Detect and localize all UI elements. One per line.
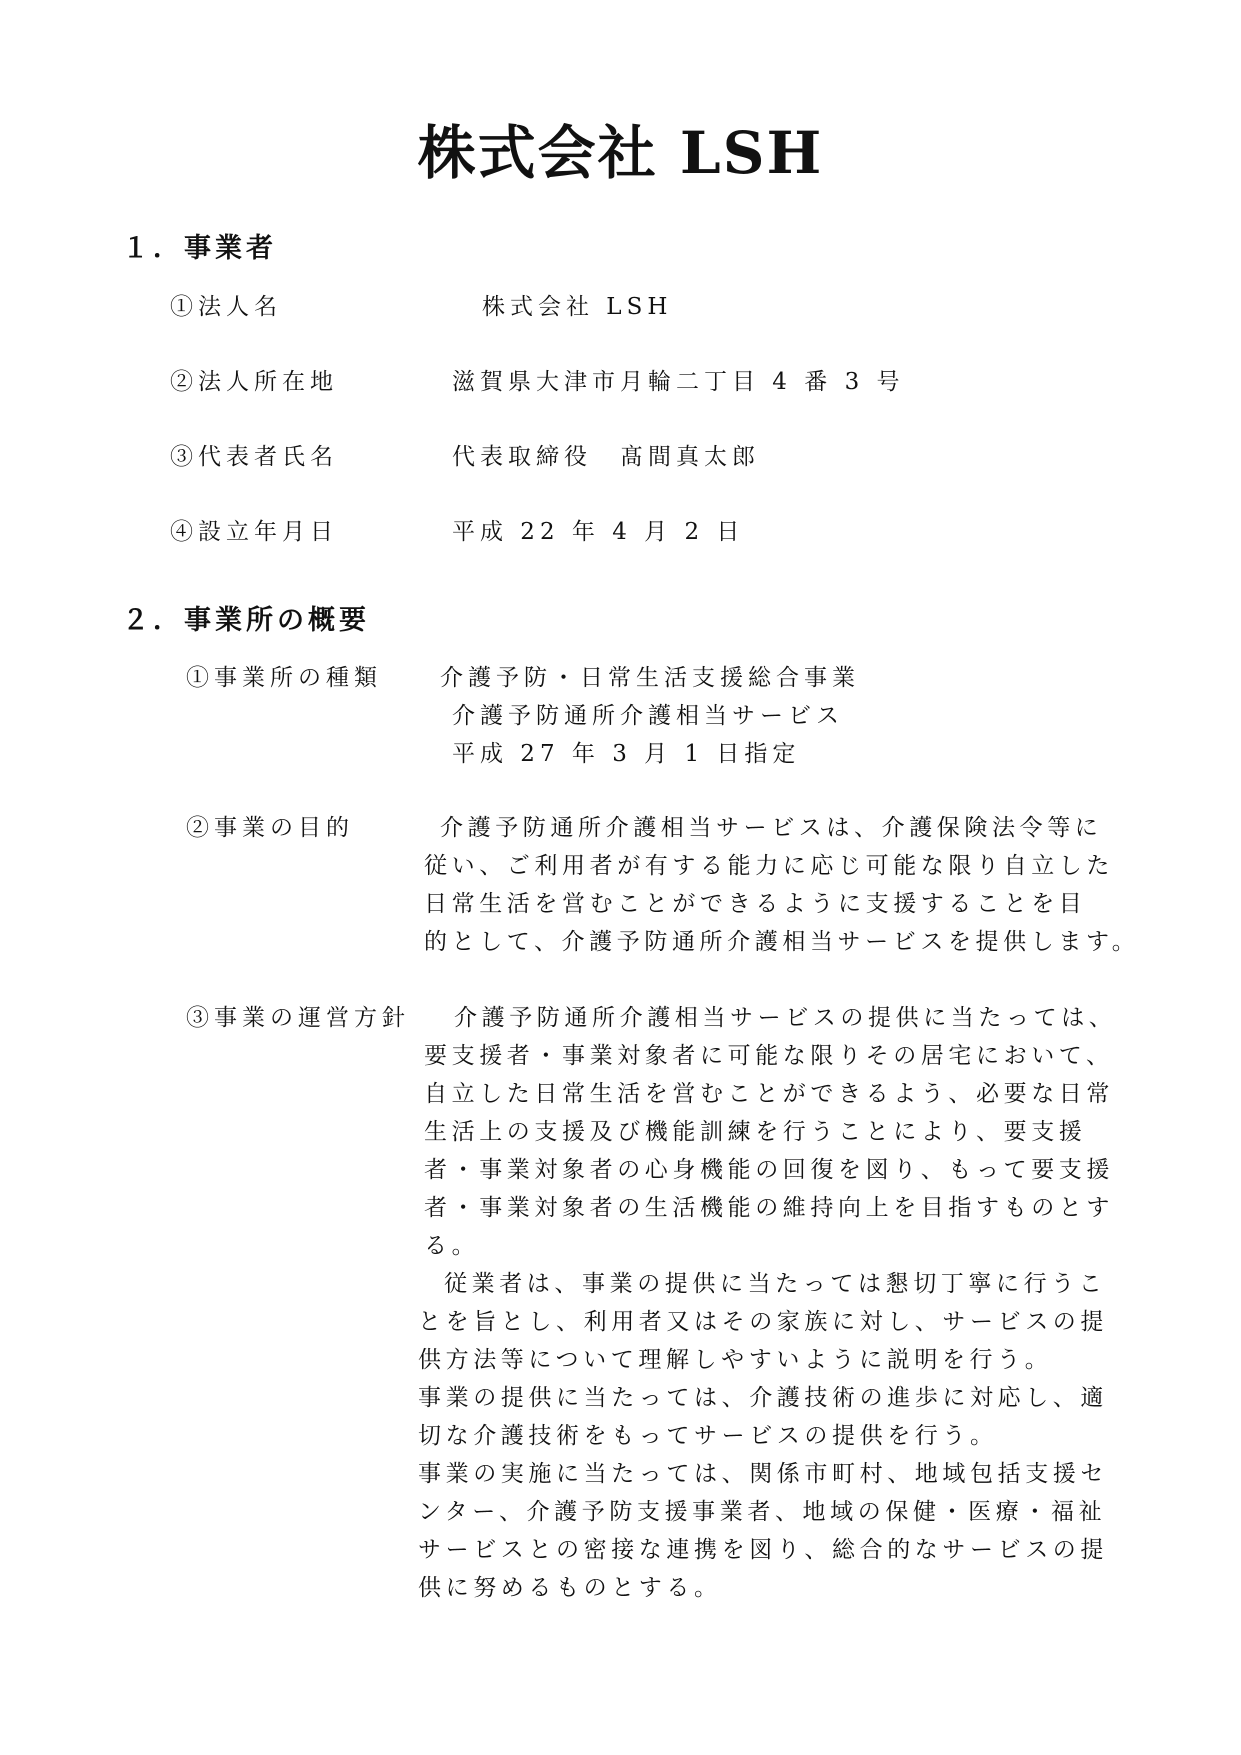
establishment-date-value: 平成 22 年 4 月 2 日 [452,519,745,545]
paragraph-line: 従い、ご利用者が有する能力に応じ可能な限り自立した [424,853,1114,879]
paragraph-line: 的として、介護予防通所介護相当サービスを提供します。 [424,929,1140,955]
paragraph-line: 日常生活を営むことができるように支援することを目 [424,891,1087,917]
office-type-line: 介護予防通所介護相当サービス [452,703,844,729]
corporate-name-value: 株式会社 LSH [482,294,673,320]
office-type-label: ①事業所の種類 [186,665,382,691]
paragraph-line: とを旨とし、利用者又はその家族に対し、サービスの提 [418,1309,1108,1335]
paragraph-line: サービスとの密接な連携を図り、総合的なサービスの提 [418,1537,1108,1563]
paragraph-line: る。 [424,1233,480,1259]
paragraph-line: 者・事業対象者の心身機能の回復を図り、もって要支援 [424,1157,1114,1183]
establishment-date-label: ④設立年月日 [170,519,338,545]
business-purpose-label: ②事業の目的 [186,815,354,841]
paragraph-line: 介護予防通所介護相当サービスは、介護保険法令等に [440,815,1103,841]
section-heading-office-overview: ２．事業所の概要 [122,605,370,636]
business-purpose-text [418,809,1138,961]
corporate-address-label: ②法人所在地 [170,369,338,395]
page-title: 株式会社 LSH [417,119,824,187]
paragraph-line: 従業者は、事業の提供に当たっては懇切丁寧に行うこ [444,1271,1107,1297]
paragraph-line: ンター、介護予防支援事業者、地域の保健・医療・福祉 [418,1499,1107,1525]
office-type-line: 平成 27 年 3 月 1 日指定 [452,741,801,767]
representative-value: 代表取締役 髙間真太郎 [452,444,760,470]
operating-policy-text [418,999,1138,1607]
paragraph-line: 自立した日常生活を営むことができるよう、必要な日常 [424,1081,1114,1107]
paragraph-line: 供に努めるものとする。 [418,1575,722,1601]
paragraph-line: 事業の実施に当たっては、関係市町村、地域包括支援セ [418,1461,1108,1487]
representative-label: ③代表者氏名 [170,444,338,470]
paragraph-line: 要支援者・事業対象者に可能な限りその居宅において、 [424,1043,1114,1069]
corporate-name-label: ①法人名 [170,294,282,320]
office-type-line: 介護予防・日常生活支援総合事業 [440,665,860,691]
paragraph-line: 事業の提供に当たっては、介護技術の進歩に対応し、適 [418,1385,1108,1411]
operating-policy-label: ③事業の運営方針 [186,1005,410,1031]
paragraph-line: 供方法等について理解しやすいように説明を行う。 [418,1347,1053,1373]
paragraph-line: 者・事業対象者の生活機能の維持向上を目指すものとす [424,1195,1114,1221]
section-heading-business-operator: １．事業者 [122,233,277,264]
paragraph-line: 介護予防通所介護相当サービスの提供に当たっては、 [454,1005,1117,1031]
paragraph-line: 切な介護技術をもってサービスの提供を行う。 [418,1423,998,1449]
corporate-address-value: 滋賀県大津市月輪二丁目 4 番 3 号 [452,369,905,395]
paragraph-line: 生活上の支援及び機能訓練を行うことにより、要支援 [424,1119,1087,1145]
